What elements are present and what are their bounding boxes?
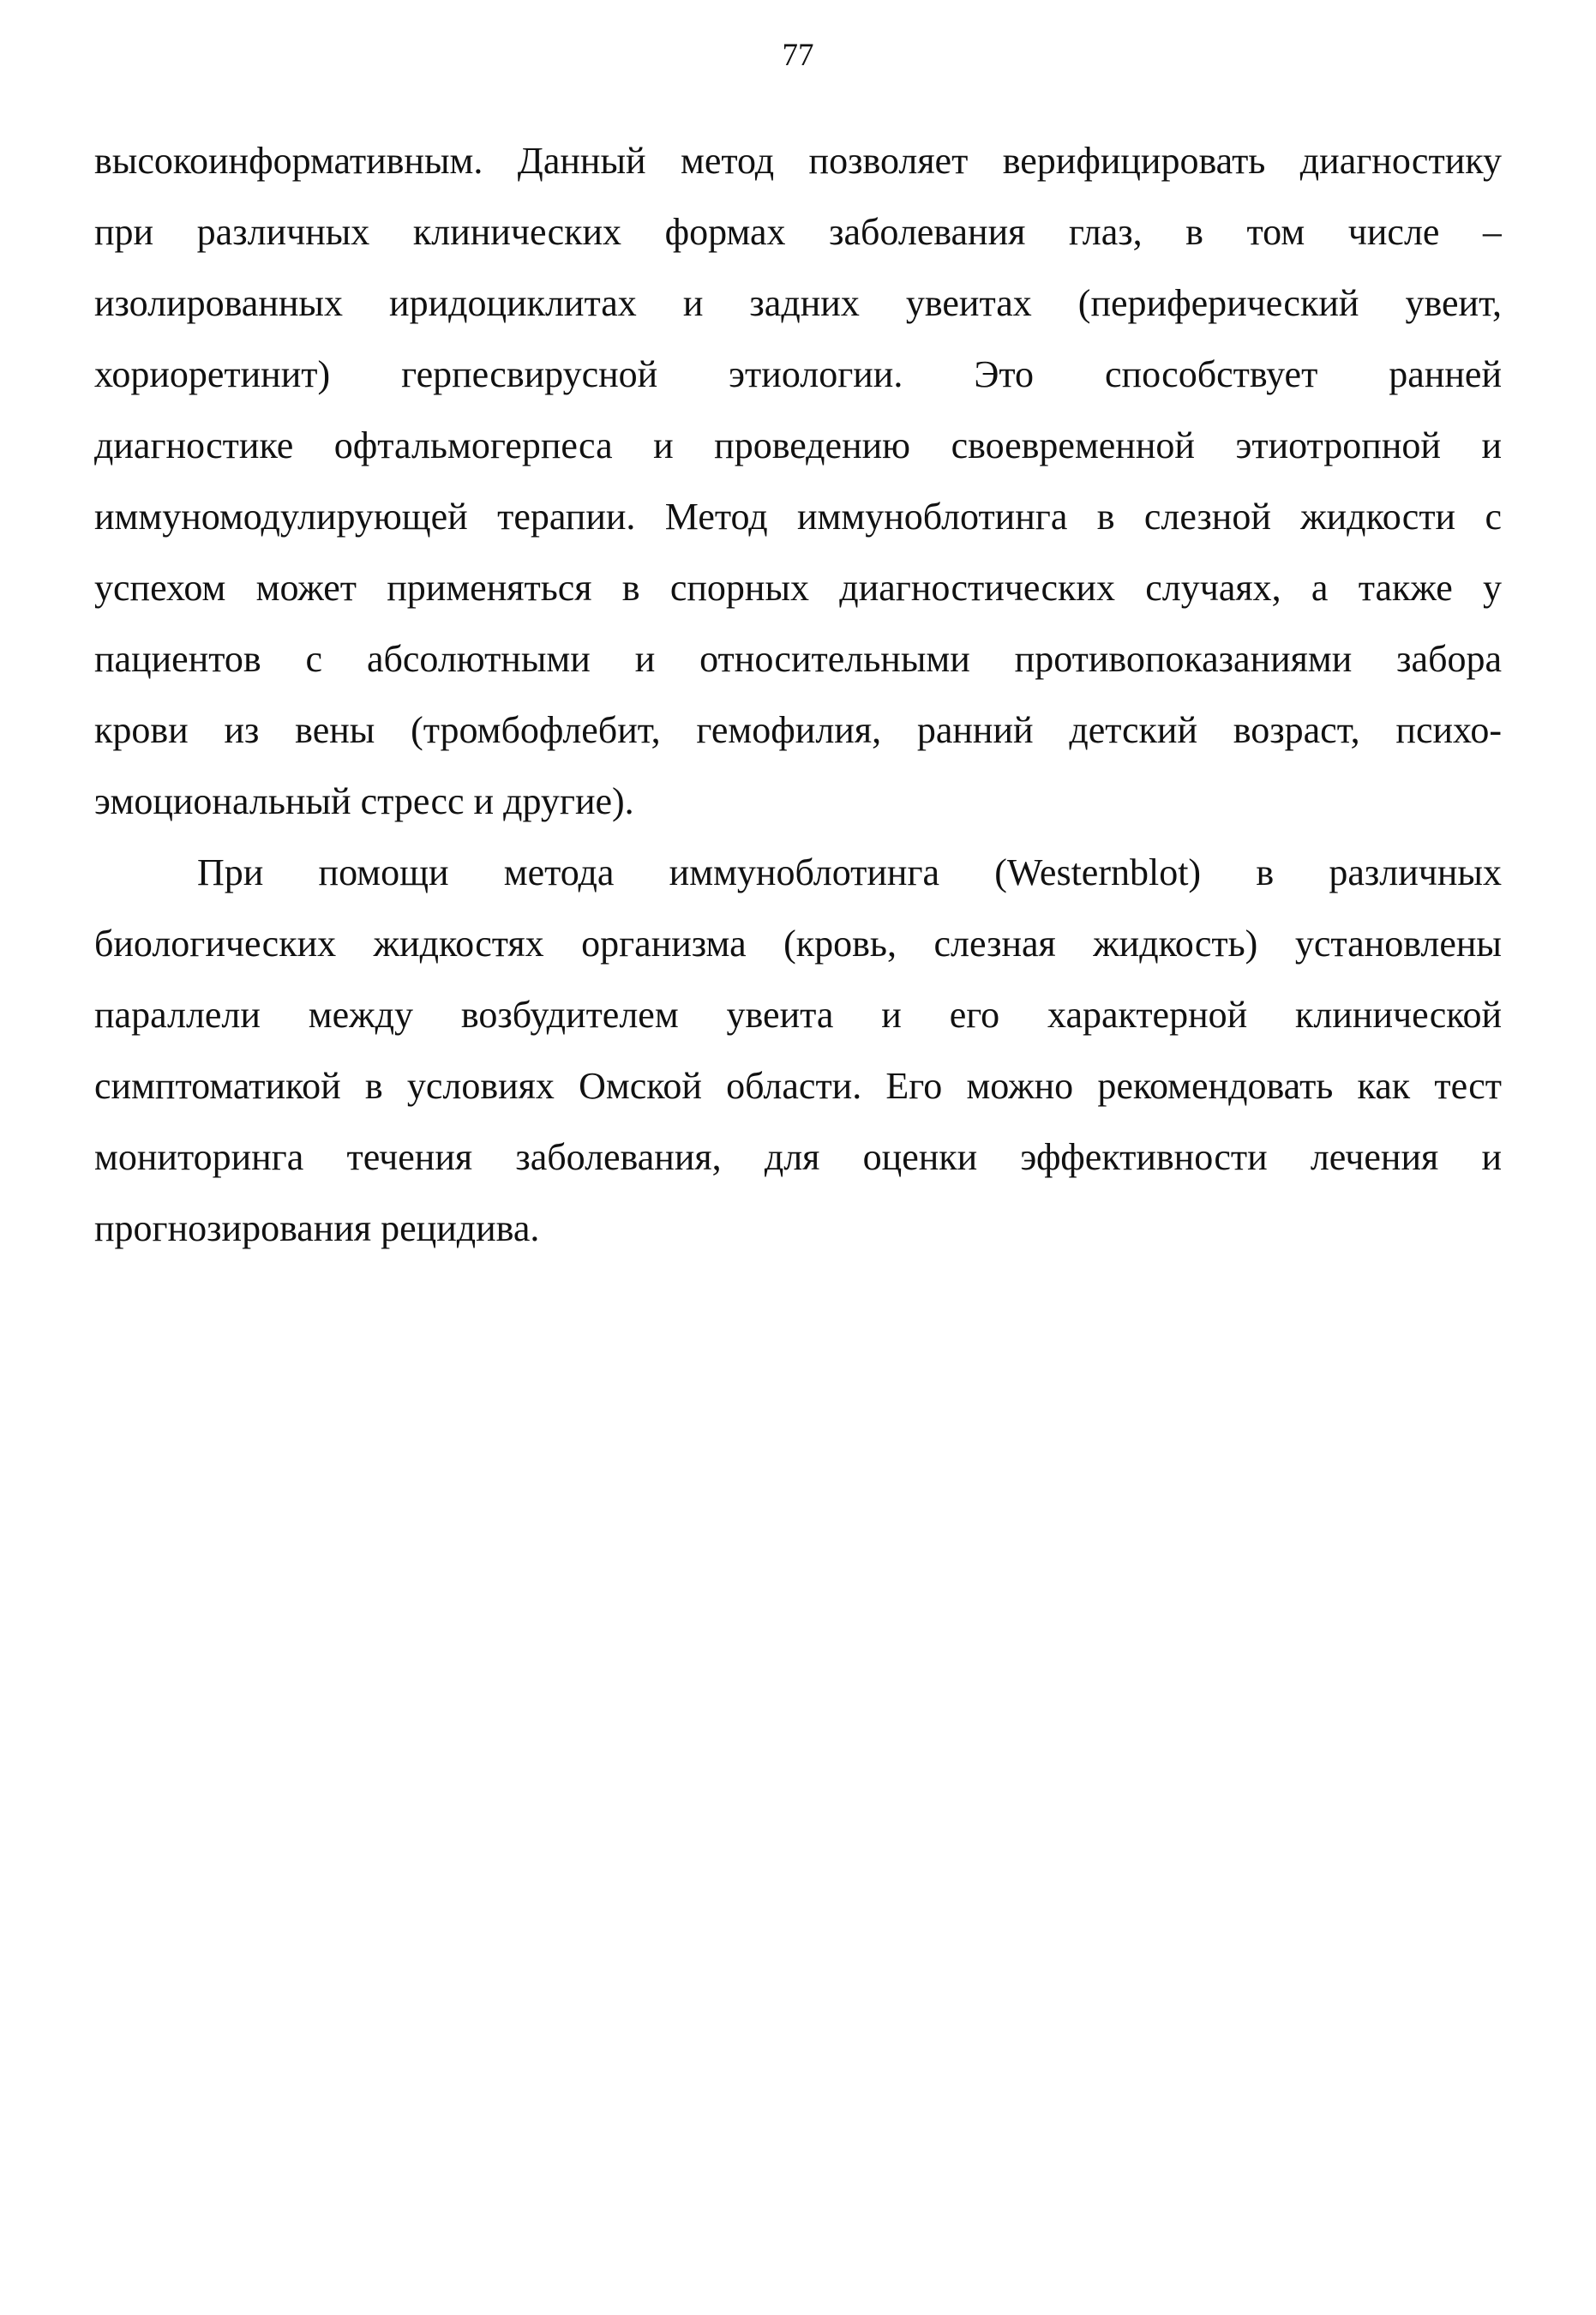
paragraph-line: При помощи метода иммуноблотинга (Westernblot) в различных bbox=[197, 851, 1502, 893]
paragraph-line: успехом может применяться в спорных диагностических случаях, а также у bbox=[94, 567, 1502, 609]
paragraph-line: пациентов с абсолютными и относительными противопоказаниями забора bbox=[94, 638, 1502, 680]
paragraph-line: изолированных иридоциклитах и задних увеитах (периферический увеит, bbox=[94, 282, 1502, 324]
page-number: 77 bbox=[782, 38, 814, 73]
paragraph-line: биологических жидкостях организма (кровь, слезная жидкость) установлены bbox=[94, 923, 1502, 965]
body-text bbox=[94, 125, 1502, 1264]
paragraph-line: при различных клинических формах заболевания глаз, в том числе – bbox=[94, 211, 1502, 253]
paragraph-line: прогнозирования рецидива. bbox=[94, 1207, 540, 1249]
paragraph-1 bbox=[94, 125, 1502, 837]
paragraph-2 bbox=[94, 837, 1502, 1264]
paragraph-line: симптоматикой в условиях Омской области. Его можно рекомендовать как тест bbox=[94, 1065, 1502, 1107]
paragraph-line: высокоинформативным. Данный метод позволяет верифицировать диагностику bbox=[94, 140, 1502, 182]
paragraph-line: параллели между возбудителем увеита и его характерной клинической bbox=[94, 994, 1502, 1036]
paragraph-line: диагностике офтальмогерпеса и проведению своевременной этиотропной и bbox=[94, 424, 1502, 466]
paragraph-line: хориоретинит) герпесвирусной этиологии. Это способствует ранней bbox=[94, 353, 1502, 395]
paragraph-line: эмоциональный стресс и другие). bbox=[94, 780, 634, 822]
paragraph-line: мониторинга течения заболевания, для оценки эффективности лечения и bbox=[94, 1136, 1502, 1178]
paragraph-line: крови из вены (тромбофлебит, гемофилия, ранний детский возраст, психо- bbox=[94, 709, 1502, 751]
paragraph-line: иммуномодулирующей терапии. Метод иммуноблотинга в слезной жидкости с bbox=[94, 496, 1502, 538]
